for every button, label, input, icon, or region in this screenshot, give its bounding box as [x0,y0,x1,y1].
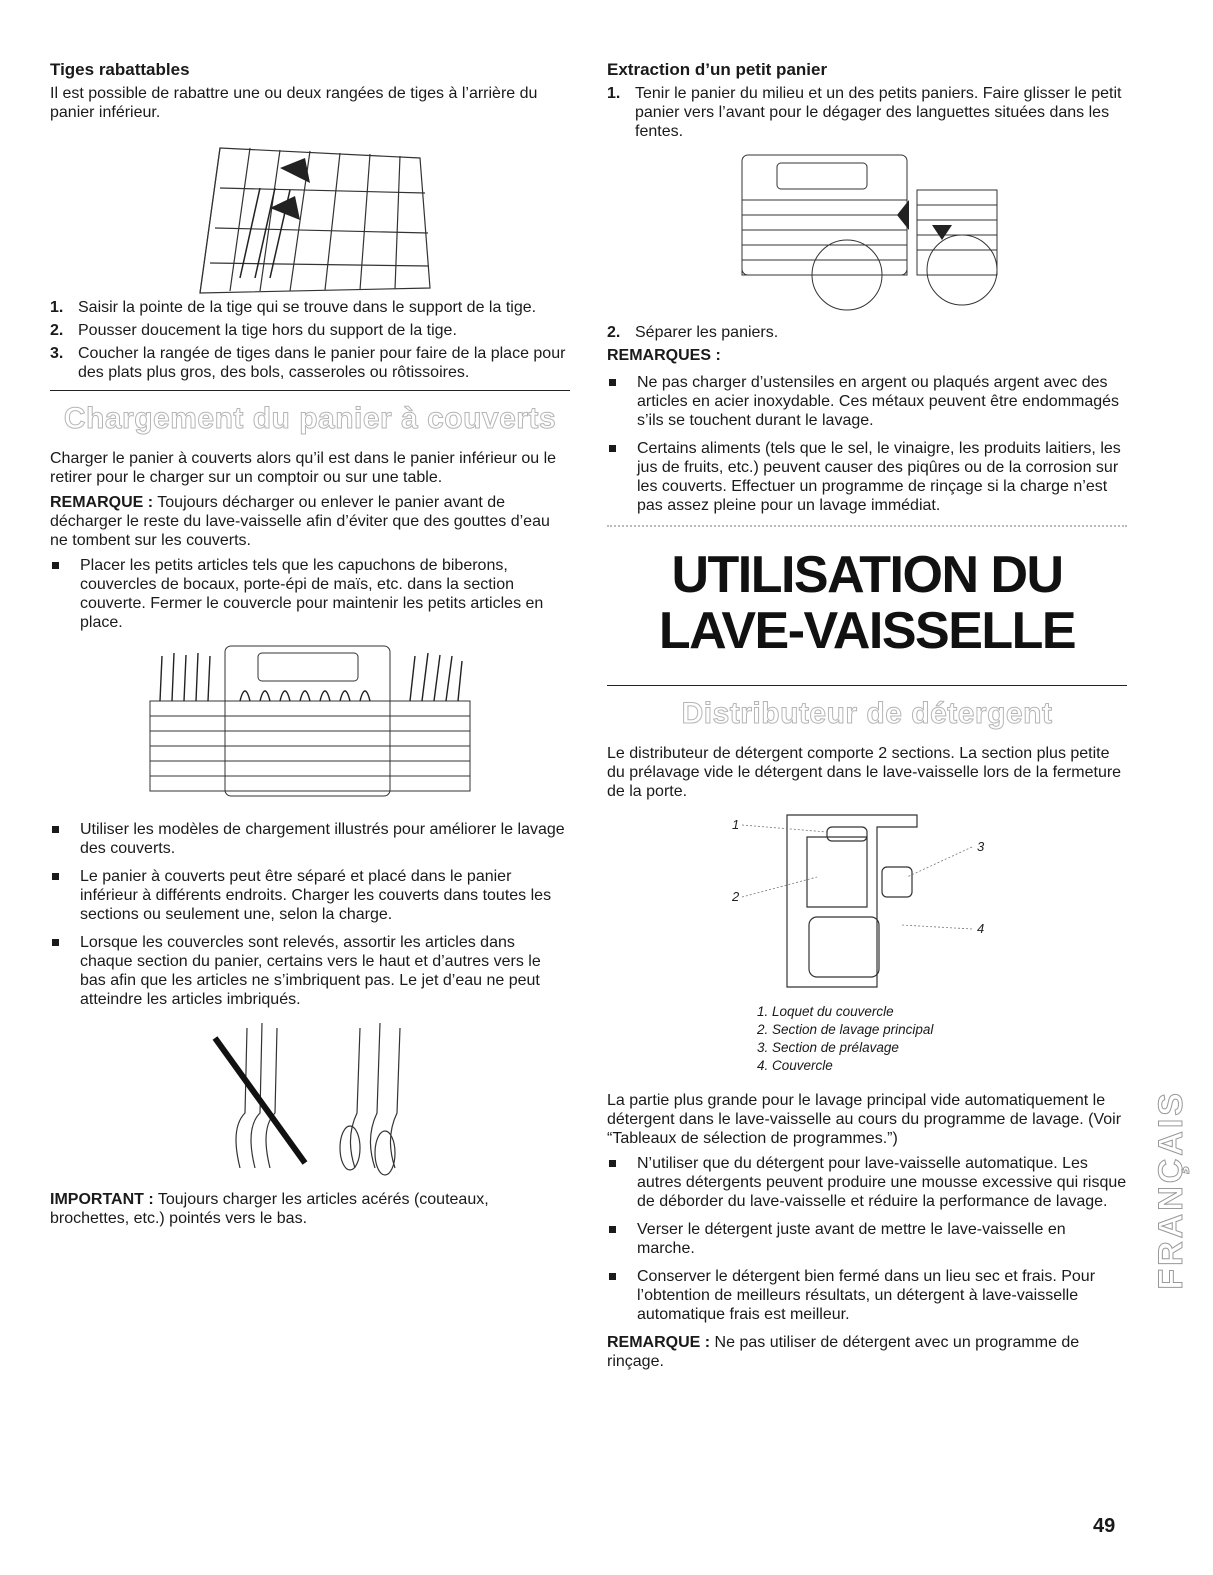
remarques-label: REMARQUES : [607,347,721,364]
callout-2: 2 [732,889,740,904]
page-number: 49 [1093,1515,1116,1537]
chargement-bullets-1 [50,556,570,632]
remarques-list [607,373,1127,515]
section-heading-distributeur: Distributeur de détergent [681,697,1053,730]
silverware-basket-illustration [140,641,480,806]
step-item: 2. Séparer les paniers. [607,324,779,341]
legend-item: 1. Loquet du couvercle [757,1004,894,1019]
bullet-item: Utiliser les modèles de chargement illustrés pour améliorer le lavage des couverts. [50,820,570,858]
section-heading-chargement: Chargement du panier à couverts [63,402,557,435]
step-item: 3. Coucher la rangée de tiges dans le panier pour faire de la place pour des plats plus gros, des bols, casseroles ou rôtissoires. [50,345,566,381]
step-item: 1. Tenir le panier du milieu et un des petits paniers. Faire glisser le petit panier vers l’avant pour le dégager des languettes situées dans les fentes. [607,85,1122,140]
tiges-steps [50,298,570,382]
chargement-bullets-2 [50,820,570,1009]
bullet-item: Ne pas charger d’ustensiles en argent ou plaqués argent avec des articles en acier inoxydable. Ces métaux peuvent être endommagés s’ils se touchent durant le lavage. [607,373,1127,430]
callout-1: 1 [732,817,740,832]
rack-tines-illustration [160,128,460,298]
bullet-item: Placer les petits articles tels que les capuchons de biberons, couvercles de bocaux, porte-épi de maïs, etc. dans la section couverte. Fermer le couvercle pour maintenir les petits articles en place. [50,556,570,632]
detergent-dispenser-illustration [717,807,1017,997]
callout-4: 4 [977,921,985,936]
step-item: 2. Pousser doucement la tige hors du support de la tige. [50,322,457,339]
dotted-divider [607,525,1127,527]
section-title-extraction: Extraction d’un petit panier [607,60,828,79]
divider [607,685,1127,686]
legend-item: 2. Section de lavage principal [757,1022,934,1037]
basket-separation-illustration [727,145,1007,315]
distributeur-para: La partie plus grande pour le lavage principal vide automatiquement le détergent dans le lave-vaisselle au cours du programme de lavage. (Voir “Tableaux de sélection de programmes.”) [607,1092,1122,1147]
legend-item: 4. Couvercle [757,1058,833,1073]
chargement-remarque: REMARQUE : Toujours décharger ou enlever le panier avant de décharger le reste du lave-vaisselle afin d’éviter que des gouttes d’eau ne tombent sur les couverts. [50,494,550,549]
knife-spoon-illustration [185,1018,435,1178]
left-column [50,60,570,1234]
extraction-step-2 [607,323,1127,342]
tiges-intro: Il est possible de rabattre une ou deux rangées de tiges à l’arrière du panier inférieur. [50,85,538,121]
bullet-item: Conserver le détergent bien fermé dans un lieu sec et frais. Pour l’obtention de meilleurs résultats, un détergent à lave-vaisselle automatique frais est meilleur. [607,1267,1127,1324]
distributeur-remarque: REMARQUE : Ne pas utiliser de détergent avec un programme de rinçage. [607,1334,1080,1370]
divider [50,390,570,391]
important-note: IMPORTANT : Toujours charger les articles acérés (couteaux, brochettes, etc.) pointés vers le bas. [50,1191,489,1227]
legend-item: 3. Section de prélavage [757,1040,899,1055]
step-item: 1. Saisir la pointe de la tige qui se trouve dans le support de la tige. [50,299,537,316]
section-title-tiges: Tiges rabattables [50,60,190,79]
extraction-step-1 [607,84,1127,141]
bullet-item: Lorsque les couvercles sont relevés, assortir les articles dans chaque section du panier, certains vers le haut et d’autres vers le bas afin que les articles ne s’imbriquent pas. Le jet d’eau ne peut atteindre les articles imbriqués. [50,933,570,1009]
page-title-line-1: UTILISATION DU [671,546,1063,604]
bullet-item: Verser le détergent juste avant de mettre le lave-vaisselle en marche. [607,1220,1127,1258]
bullet-item: Certains aliments (tels que le sel, le vinaigre, les produits laitiers, les jus de fruits, etc.) peuvent causer des piqûres ou de la corrosion sur les couverts. Effectuer un programme de rinçage si la charge n’est pas assez pleine pour un lavage immédiat. [607,439,1127,515]
distributeur-intro: Le distributeur de détergent comporte 2 sections. La section plus petite du prélavage vide le détergent dans le lave-vaisselle lors de la fermeture de la porte. [607,745,1122,800]
page-title-line-2: LAVE-VAISSELLE [658,602,1076,660]
bullet-item: N’utiliser que du détergent pour lave-vaisselle automatique. Les autres détergents peuvent produire une mousse excessive qui risque de déborder du lave-vaisselle et réduire la performance de lavage. [607,1154,1127,1211]
dispenser-legend [757,1003,1127,1075]
distributeur-bullets [607,1154,1127,1324]
language-side-tab: FRANÇAIS [1152,1090,1190,1290]
bullet-item: Le panier à couverts peut être séparé et placé dans le panier inférieur à différents endroits. Charger les couverts dans toutes les sections ou seulement une, selon la charge. [50,867,570,924]
chargement-intro: Charger le panier à couverts alors qu’il est dans le panier inférieur ou le retirer pour le charger sur un comptoir ou sur une table. [50,450,557,486]
callout-3: 3 [977,839,985,854]
right-column [607,60,1127,1377]
